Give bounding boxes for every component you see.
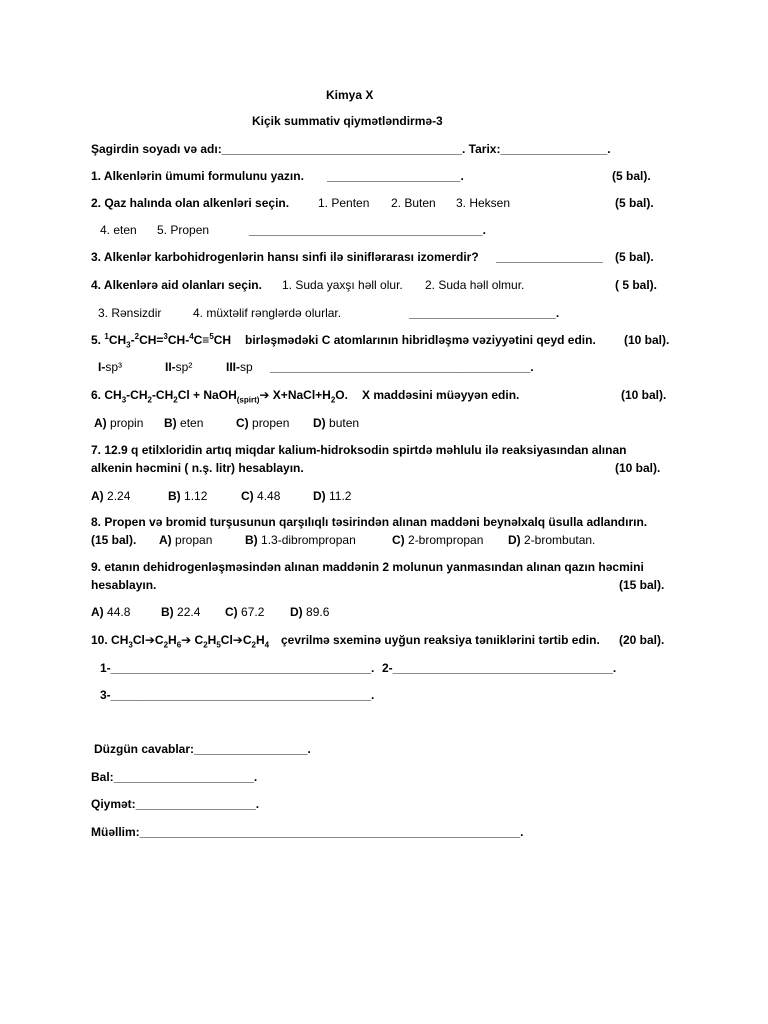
arrow-right-icon: ➔ xyxy=(181,633,192,647)
scheme-part: H xyxy=(207,633,217,647)
option-letter: D) xyxy=(313,416,326,430)
scheme-part: H xyxy=(255,633,265,647)
reaction-sub: 2 xyxy=(330,395,336,405)
option-letter: A) xyxy=(91,605,104,619)
question-1-text: 1. Alkenlərin ümumi formulunu yazın. xyxy=(91,169,304,183)
scheme-sub: 2 xyxy=(251,640,256,650)
option-letter: B) xyxy=(164,416,177,430)
question-2-option-3[interactable]: 3. Heksen xyxy=(456,196,511,210)
question-2-text: 2. Qaz halında olan alkenləri seçin. xyxy=(91,196,290,210)
option-value: 1.12 xyxy=(184,489,208,503)
formula-sup: 5 xyxy=(209,332,214,341)
hybrid-3-label: III- xyxy=(226,360,240,374)
question-10-points: (20 bal). xyxy=(619,633,665,647)
question-4-option-3[interactable]: 3. Rənsizdir xyxy=(98,306,162,320)
grade-field[interactable]: Qiymət:__________________. xyxy=(91,797,260,811)
question-1 xyxy=(91,169,304,184)
question-6-option-d[interactable] xyxy=(313,416,359,431)
question-10-answer-3[interactable]: 3-_______________________________________. xyxy=(100,688,375,702)
hybrid-1 xyxy=(98,360,122,375)
hybrid-3 xyxy=(226,360,253,375)
question-5-formula xyxy=(91,333,231,348)
question-9-option-c[interactable] xyxy=(225,605,264,620)
formula-part: - xyxy=(130,333,135,347)
question-6-text: X maddəsini müəyyən edin. xyxy=(362,388,520,402)
question-3-text: 3. Alkenlər karbohidrogenlərin hansı sinfi ilə siniflərarası izomerdir? xyxy=(91,250,479,264)
teacher-field[interactable]: Müəllim:_________________________________________________________. xyxy=(91,825,524,839)
question-4-blank[interactable]: ______________________. xyxy=(409,306,560,320)
question-7-option-a[interactable] xyxy=(91,489,130,504)
option-value: 67.2 xyxy=(241,605,265,619)
question-4-option-1[interactable]: 1. Suda yaxşı həll olur. xyxy=(282,278,403,292)
question-7-option-b[interactable] xyxy=(168,489,207,504)
page-title: Kimya X xyxy=(326,88,374,102)
reaction-sub: (spirt) xyxy=(236,395,260,405)
question-9-line-1: 9. etanın dehidrogenləşməsindən alınan maddənin 2 molunun yanmasından alınan qazın həcmini xyxy=(91,560,644,574)
score-field[interactable]: Bal:_____________________. xyxy=(91,770,258,784)
question-10-text: çevrilmə sxeminə uyğun reaksiya tənıiklərini tərtib edin. xyxy=(281,633,600,647)
option-letter: D) xyxy=(290,605,303,619)
option-letter: C) xyxy=(241,489,254,503)
option-letter: B) xyxy=(245,533,258,547)
question-6-option-b[interactable] xyxy=(164,416,203,431)
question-9-points: (15 bal). xyxy=(619,578,665,592)
option-value: propen xyxy=(252,416,290,430)
scheme-sub: 3 xyxy=(128,640,133,650)
formula-sup: 2 xyxy=(134,332,140,341)
question-10-answer-1[interactable]: 1-_______________________________________. xyxy=(100,661,375,675)
question-6-number: 6. xyxy=(91,388,102,402)
reaction-part: CH xyxy=(104,388,122,402)
question-7-points: (10 bal). xyxy=(615,461,661,475)
reaction-part: X+NaCl+H xyxy=(269,388,331,402)
hybrid-1-value: sp³ xyxy=(105,360,123,374)
formula-sup: 3 xyxy=(163,332,168,341)
option-value: propan xyxy=(175,533,213,547)
question-6-reaction xyxy=(91,388,348,403)
question-8-points: (15 bal). xyxy=(91,533,137,547)
scheme-sub: 4 xyxy=(264,640,270,650)
hybrid-2-label: II- xyxy=(165,360,176,374)
scheme-sub: 6 xyxy=(176,640,182,650)
question-10-number: 10. xyxy=(91,633,108,647)
question-2-option-1[interactable]: 1. Penten xyxy=(318,196,370,210)
question-6-points: (10 bal). xyxy=(621,388,667,402)
formula-sup: 4 xyxy=(189,332,194,341)
question-5-number: 5. xyxy=(91,333,102,347)
reaction-sub: 2 xyxy=(173,395,178,405)
student-line xyxy=(91,142,611,157)
reaction-part: O. xyxy=(335,388,348,402)
question-1-points: (5 bal). xyxy=(612,169,651,183)
question-2-option-5[interactable]: 5. Propen xyxy=(157,223,210,237)
option-value: 1.3-dibrompropan xyxy=(261,533,356,547)
option-letter: D) xyxy=(313,489,326,503)
option-letter: C) xyxy=(236,416,249,430)
option-value: 2-brombutan. xyxy=(524,533,596,547)
reaction-sub: 2 xyxy=(147,395,152,405)
reaction-part: Cl + NaOH xyxy=(177,388,237,402)
question-4-option-4[interactable]: 4. müxtəlif rənglərdə olurlar. xyxy=(193,306,342,320)
question-2-option-4[interactable]: 4. eten xyxy=(100,223,137,237)
question-9-option-b[interactable] xyxy=(161,605,200,620)
option-letter: C) xyxy=(392,533,405,547)
question-8-line-1: 8. Propen və bromid turşusunun qarşılıqlı təsirindən alınan maddəni beynəlxalq üsulla adlandırın. xyxy=(91,515,648,529)
question-7-line-2: alkenin həcmini ( n.ş. litr) hesablayın. xyxy=(91,461,304,475)
formula-part: CH- xyxy=(167,333,190,347)
date-blank[interactable]: ________________. xyxy=(500,142,611,156)
formula-part: CH= xyxy=(139,333,164,347)
question-6-option-a[interactable] xyxy=(94,416,143,431)
question-4-text: 4. Alkenlərə aid olanları seçin. xyxy=(91,278,262,292)
hybrid-2 xyxy=(165,360,192,375)
scheme-part: C xyxy=(191,633,204,647)
question-3-points: (5 bal). xyxy=(615,250,654,264)
option-letter: D) xyxy=(508,533,521,547)
scheme-part: CH xyxy=(111,633,129,647)
option-letter: B) xyxy=(161,605,174,619)
scheme-part: C xyxy=(242,633,252,647)
hybrid-3-value: sp xyxy=(240,360,253,374)
question-8-option-c[interactable] xyxy=(392,533,483,548)
question-1-blank[interactable]: ____________________. xyxy=(327,169,464,183)
question-4-option-2[interactable]: 2. Suda həll olmur. xyxy=(425,278,525,292)
option-value: 2.24 xyxy=(107,489,131,503)
option-letter: A) xyxy=(94,416,107,430)
option-letter: A) xyxy=(159,533,172,547)
question-9-option-a[interactable] xyxy=(91,605,130,620)
question-2-points: (5 bal). xyxy=(615,196,654,210)
scheme-part: C xyxy=(154,633,164,647)
scheme-part: Cl xyxy=(220,633,233,647)
reaction-sub: 3 xyxy=(121,395,127,405)
question-9-line-2: hesablayın. xyxy=(91,578,157,592)
question-8-option-b[interactable] xyxy=(245,533,356,548)
question-7-option-d[interactable] xyxy=(313,489,351,504)
option-letter: B) xyxy=(168,489,181,503)
formula-part: CH xyxy=(108,333,127,347)
student-name-label: Şagirdin soyadı və adı: xyxy=(91,142,222,156)
formula-part: C≡ xyxy=(193,333,210,347)
option-value: 4.48 xyxy=(257,489,281,503)
scheme-part: H xyxy=(168,633,177,647)
question-8-option-a[interactable] xyxy=(159,533,212,548)
scheme-sub: 2 xyxy=(163,640,169,650)
question-6-option-c[interactable] xyxy=(236,416,289,431)
question-5-points: (10 bal). xyxy=(624,333,670,347)
question-5-text: birləşmədəki C atomlarının hibridləşmə vəziyyətini qeyd edin. xyxy=(245,333,596,347)
hybrid-2-value: sp² xyxy=(175,360,193,374)
reaction-part: -CH xyxy=(126,388,148,402)
correct-answers-field[interactable]: Düzgün cavablar:_________________. xyxy=(94,742,311,756)
hybrid-1-label: I- xyxy=(98,360,106,374)
option-value: propin xyxy=(110,416,144,430)
formula-sup: 1 xyxy=(104,332,109,341)
page-subtitle: Kiçik summativ qiymətləndirmə-3 xyxy=(252,114,443,128)
option-value: 11.2 xyxy=(329,489,352,503)
question-7-option-c[interactable] xyxy=(241,489,280,504)
student-name-blank[interactable]: ____________________________________. xyxy=(221,142,466,156)
option-value: 44.8 xyxy=(107,605,131,619)
question-3-blank[interactable]: ________________ xyxy=(496,250,603,264)
question-2-blank[interactable]: ___________________________________. xyxy=(249,223,486,237)
option-value: 22.4 xyxy=(177,605,201,619)
formula-sub: 3 xyxy=(126,340,131,350)
question-10-scheme xyxy=(91,633,269,648)
question-2-option-2[interactable]: 2. Buten xyxy=(391,196,436,210)
question-8-option-d[interactable] xyxy=(508,533,595,548)
scheme-part: Cl xyxy=(132,633,145,647)
arrow-right-icon: ➔ xyxy=(144,633,155,647)
arrow-right-icon: ➔ xyxy=(232,633,243,647)
option-letter: C) xyxy=(225,605,238,619)
formula-part: CH xyxy=(213,333,232,347)
option-value: eten xyxy=(180,416,204,430)
option-letter: A) xyxy=(91,489,104,503)
option-value: buten xyxy=(329,416,360,430)
question-10-answer-2[interactable]: 2-_________________________________. xyxy=(382,661,617,675)
question-9-option-d[interactable] xyxy=(290,605,329,620)
reaction-part: -CH xyxy=(151,388,174,402)
question-4-points: ( 5 bal). xyxy=(615,278,658,292)
option-value: 2-brompropan xyxy=(408,533,484,547)
question-5-blank[interactable]: _______________________________________. xyxy=(270,360,534,374)
option-value: 89.6 xyxy=(306,605,330,619)
question-7-line-1: 7. 12.9 q etilxloridin artıq miqdar kalium-hidroksodin spirtdə məhlulu ilə reaksiyasından alınan xyxy=(91,443,627,457)
scheme-sub: 2 xyxy=(203,640,208,650)
scheme-sub: 5 xyxy=(216,640,221,650)
arrow-right-icon: ➔ xyxy=(259,388,270,402)
date-label: Tarix: xyxy=(468,142,501,156)
